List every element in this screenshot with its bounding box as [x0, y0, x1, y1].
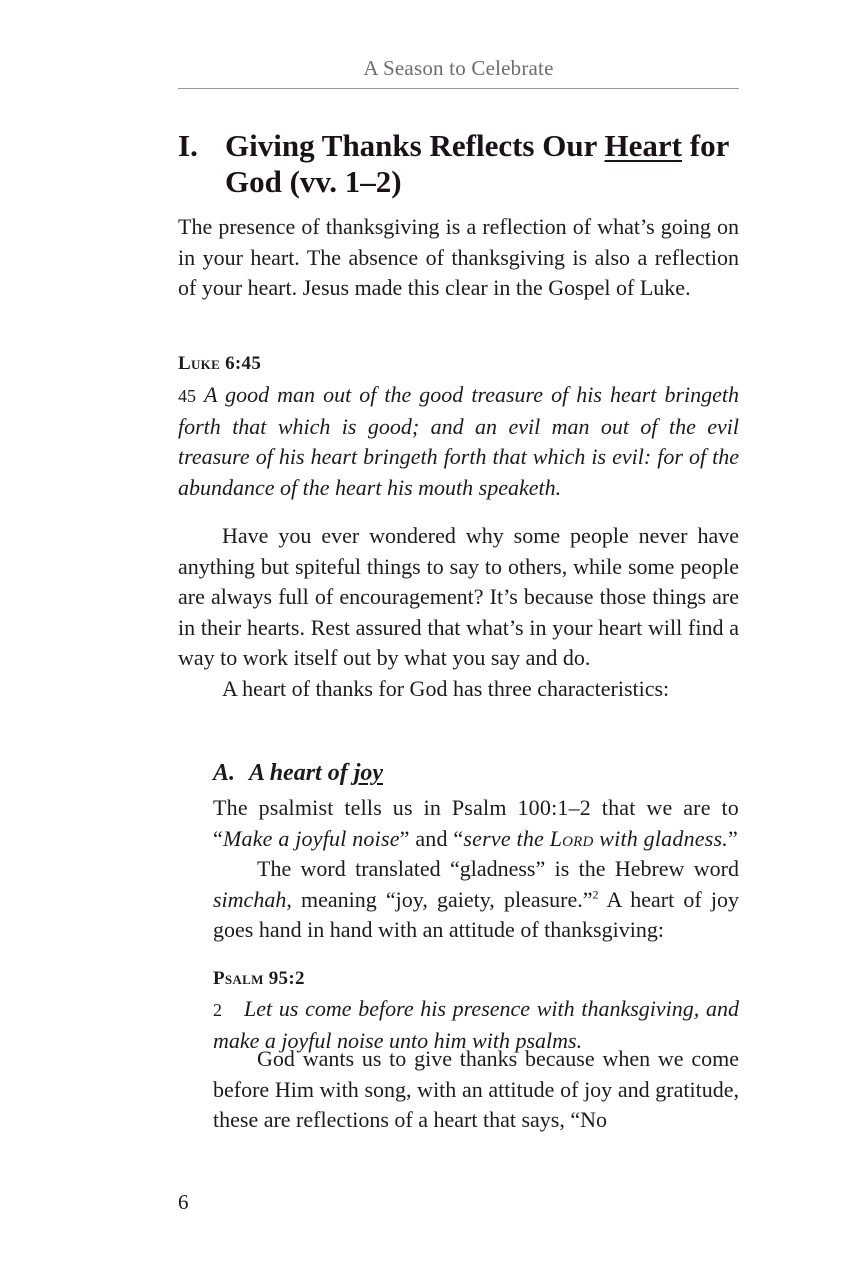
hebrew-text-a: The word translated “gladness” is the Hebrew word: [257, 856, 739, 881]
scripture-reference: Psalm 95:2: [213, 968, 305, 989]
quote-part: serve the: [463, 825, 550, 851]
paragraph-body: Have you ever wondered why some people never have anything but spiteful things to say to others, while some people are always full of encouragement? It’s because those things are in their hearts. Rest assured that what’s in your heart will find a way to work itself out by what you say and do.: [178, 523, 739, 670]
section-number: I.: [178, 128, 198, 163]
verse-number: 2: [213, 1000, 222, 1020]
section-title-start: Giving Thanks Reflects Our: [225, 128, 605, 163]
paragraph-hebrew: [213, 854, 739, 946]
footnote-marker[interactable]: 2: [592, 887, 599, 902]
conjunction: and: [415, 825, 454, 851]
scripture-reference: Luke 6:45: [178, 353, 262, 374]
scripture-verse: [178, 380, 739, 503]
page-number: 6: [178, 1190, 189, 1214]
psalm-intro-text: The psalmist tells us in Psalm 100:1–2 that we are to: [213, 795, 739, 820]
running-head: A Season to Celebrate: [363, 56, 554, 80]
subheading-underlined: joy: [353, 760, 384, 786]
subheading: [213, 760, 383, 787]
paragraph-lead-in: A heart of thanks for God has three characteristics:: [222, 676, 670, 701]
paragraph-intro: The presence of thanksgiving is a reflection of what’s going on in your heart. The absence of thanksgiving is also a reflection of your heart. Jesus made this clear in the Gospel of Luke.: [178, 214, 739, 300]
subheading-text: A heart of: [249, 760, 354, 786]
header-rule: [178, 88, 739, 89]
section-title-underlined: Heart: [604, 128, 682, 163]
subsection-text: [213, 793, 739, 946]
verse-text: A good man out of the good treasure of his heart bringeth forth that which is good; and an evil man out of the evil treasure of his heart bringeth forth that which is evil: for of the abundance of the heart his mouth speaketh.: [178, 382, 739, 500]
verse-text: Let us come before his presence with thanksgiving, and make a joyful noise unto him with psalms.: [213, 996, 739, 1053]
paragraph-closing: God wants us to give thanks because when we come before Him with song, with an attitude of joy and gratitude, these are reflections of a heart that says, “No: [213, 1046, 739, 1132]
quote-joyful-noise: Make a joyful noise: [222, 825, 400, 851]
paragraph-psalm-intro: The psalmist tells us in Psalm 100:1–2 that we are to “Make a joyful noise” and “serve the Lord with gladness.”: [213, 795, 739, 851]
subheading-letter: A.: [213, 760, 236, 786]
quote-serve-lord: [463, 826, 728, 851]
section-title-end: for God (vv. 1–2): [225, 128, 729, 199]
quote-part: with gladness.: [593, 825, 728, 851]
verse-number: 45: [178, 386, 196, 406]
hebrew-word: simchah: [213, 886, 287, 912]
hebrew-text-b: , meaning “joy, gaiety, pleasure.”: [286, 886, 593, 912]
hebrew-text-c: A heart of joy goes hand in hand with an attitude of thanksgiving:: [213, 886, 739, 942]
section-title: [225, 128, 745, 200]
lord-small-caps: Lord: [549, 825, 594, 851]
